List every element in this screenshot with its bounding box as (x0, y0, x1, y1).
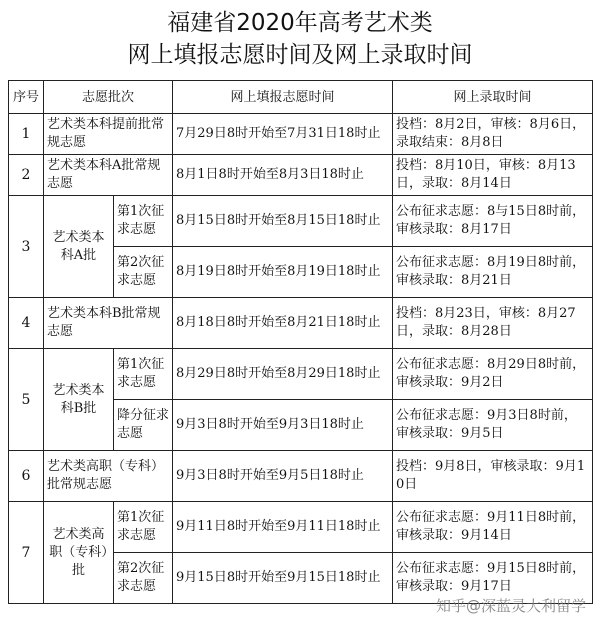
table-row (9, 155, 593, 196)
row-batch: 艺术类本科提前批常规志愿 (44, 114, 173, 155)
row-fill-time: 8月19日8时开始至8月19日18时止 (173, 247, 393, 298)
page-subtitle: 网上填报志愿时间及网上录取时间 (127, 42, 473, 68)
row-seq: 1 (9, 114, 44, 155)
row-admit-time: 公布征求志愿：9月3日8时前，审核录取：9月5日 (393, 400, 593, 451)
row-seq: 6 (9, 451, 44, 502)
row-admit-time: 投档：8月23日，审核：8月27日，录取：8月28日 (393, 298, 593, 349)
table-row (9, 114, 593, 155)
row-fill-time: 8月29日8时开始至8月29日18时止 (173, 349, 393, 400)
row-seq: 4 (9, 298, 44, 349)
schedule-table (8, 80, 593, 604)
row-sub-batch: 第1次征求志愿 (114, 349, 173, 400)
row-sub-batch: 第2次征求志愿 (114, 553, 173, 604)
table-row (9, 502, 593, 553)
row-seq: 7 (9, 502, 44, 604)
row-admit-time: 公布征求志愿：8月19日8时前，审核录取：8月21日 (393, 247, 593, 298)
header-batch: 志愿批次 (44, 81, 173, 114)
row-sub-batch: 第1次征求志愿 (114, 502, 173, 553)
row-admit-time: 公布征求志愿：8月29日8时前，审核录取：9月2日 (393, 349, 593, 400)
row-seq: 5 (9, 349, 44, 451)
row-sub-batch: 第1次征求志愿 (114, 196, 173, 247)
header-admit-time: 网上录取时间 (393, 81, 593, 114)
row-admit-time: 公布征求志愿：8与15日8时前，审核录取：8月17日 (393, 196, 593, 247)
row-batch: 艺术类高职（专科）批 (44, 502, 114, 604)
row-admit-time: 投档：8月10日，审核：8月13日，录取：8月14日 (393, 155, 593, 196)
row-sub-batch: 第2次征求志愿 (114, 247, 173, 298)
row-seq: 2 (9, 155, 44, 196)
row-batch: 艺术类本科A批 (44, 196, 114, 298)
row-fill-time: 9月11日8时开始至9月11日18时止 (173, 502, 393, 553)
row-batch: 艺术类本科B批 (44, 349, 114, 451)
row-admit-time: 公布征求志愿：9月11日8时前，审核录取：9月14日 (393, 502, 593, 553)
header-seq: 序号 (9, 81, 44, 114)
table-row (9, 298, 593, 349)
row-batch: 艺术类高职（专科）批常规志愿 (44, 451, 173, 502)
table-row (9, 196, 593, 247)
row-fill-time: 8月1日8时开始至8月3日18时止 (173, 155, 393, 196)
watermark: 知乎@深蓝灵大利留学 (435, 597, 586, 615)
row-batch: 艺术类本科A批常规志愿 (44, 155, 173, 196)
table-header-row (9, 81, 593, 114)
table-row (9, 349, 593, 400)
row-admit-time: 投档：8月2日，审核：8月6日，录取结束：8月8日 (393, 114, 593, 155)
row-fill-time: 9月3日8时开始至9月3日18时止 (173, 400, 393, 451)
row-admit-time: 投档：9月8日，审核录取：9月10日 (393, 451, 593, 502)
row-seq: 3 (9, 196, 44, 298)
row-fill-time: 9月15日8时开始至9月15日18时止 (173, 553, 393, 604)
row-fill-time: 8月18日8时开始至8月21日18时止 (173, 298, 393, 349)
row-fill-time: 9月3日8时开始至9月5日18时止 (173, 451, 393, 502)
table-row (9, 451, 593, 502)
page-title: 福建省2020年高考艺术类 (167, 10, 433, 36)
row-fill-time: 8月15日8时开始至8月15日18时止 (173, 196, 393, 247)
row-fill-time: 7月29日8时开始至7月31日18时止 (173, 114, 393, 155)
header-fill-time: 网上填报志愿时间 (173, 81, 393, 114)
row-sub-batch: 降分征求志愿 (114, 400, 173, 451)
row-admit-time: 公布征求志愿：9月15日8时前，审核录取：9月17日 (393, 553, 593, 604)
row-batch: 艺术类本科B批常规志愿 (44, 298, 173, 349)
